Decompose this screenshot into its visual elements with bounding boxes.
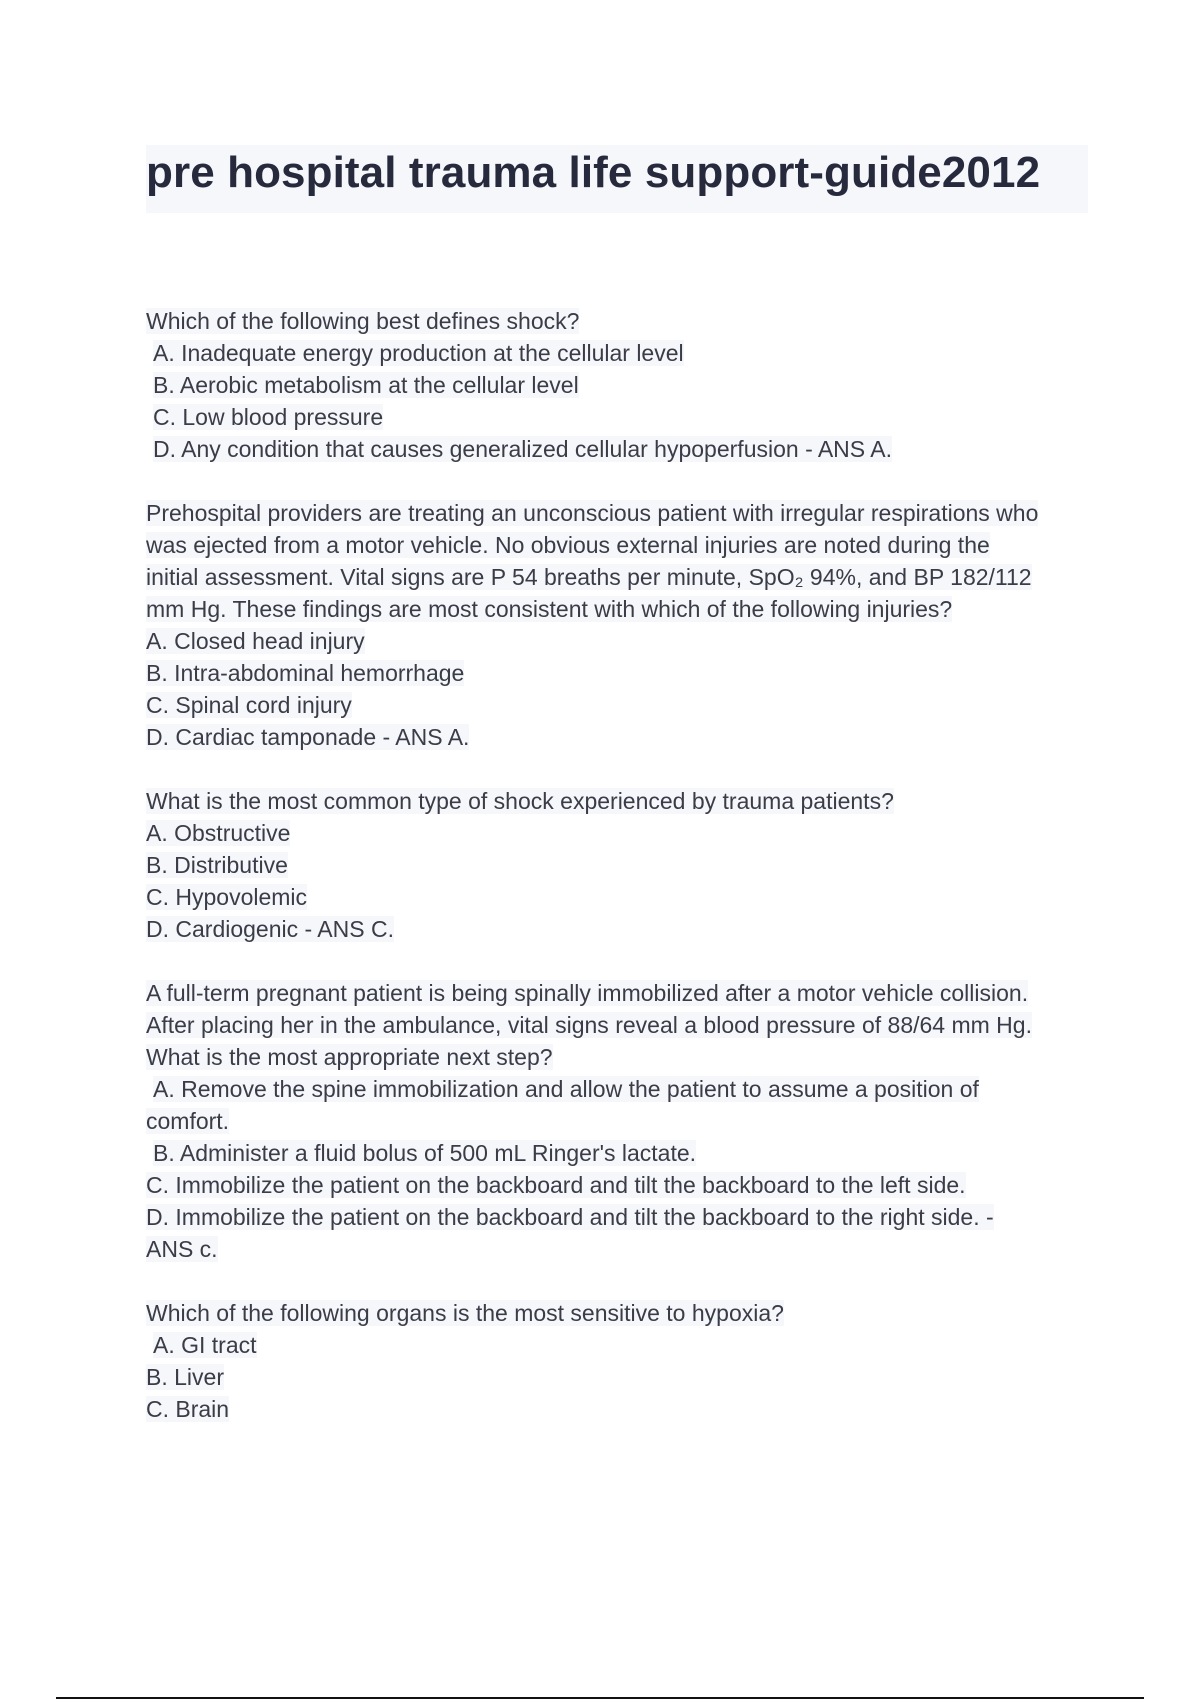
question-stem: Which of the following best defines shock?: [146, 308, 580, 334]
answer-option-a: A. Obstructive: [146, 820, 291, 846]
question-stem: Prehospital providers are treating an unconscious patient with irregular respirations who: [146, 500, 1039, 526]
question-stem: mm Hg. These findings are most consistent with which of the following injuries?: [146, 596, 953, 622]
answer-option-d: D. Cardiogenic - ANS C.: [146, 916, 394, 942]
question-5: [146, 1297, 1106, 1425]
answer-option-a: A. Closed head injury: [146, 628, 365, 654]
answer-option-b: B. Administer a fluid bolus of 500 mL Ringer's lactate.: [153, 1140, 697, 1166]
answer-key: ANS c.: [146, 1236, 218, 1262]
answer-option-d: D. Cardiac tamponade - ANS A.: [146, 724, 470, 750]
answer-option-b: B. Aerobic metabolism at the cellular level: [153, 372, 579, 398]
question-stem: A full-term pregnant patient is being spinally immobilized after a motor vehicle collision.: [146, 980, 1029, 1006]
question-stem: was ejected from a motor vehicle. No obvious external injuries are noted during the: [146, 532, 990, 558]
answer-option-c: C. Immobilize the patient on the backboard and tilt the backboard to the left side.: [146, 1172, 966, 1198]
answer-option-a-continued: comfort.: [146, 1108, 230, 1134]
answer-option-c: C. Spinal cord injury: [146, 692, 352, 718]
answer-option-b: B. Distributive: [146, 852, 288, 878]
question-3: [146, 785, 1106, 945]
answer-option-a: A. Remove the spine immobilization and allow the patient to assume a position of: [153, 1076, 979, 1102]
answer-option-b: B. Liver: [146, 1364, 224, 1390]
question-stem: What is the most appropriate next step?: [146, 1044, 553, 1070]
answer-option-c: C. Low blood pressure: [153, 404, 384, 430]
question-4: [146, 977, 1106, 1265]
document-title: pre hospital trauma life support-guide2012: [146, 148, 1041, 197]
question-1: [146, 305, 1106, 465]
answer-option-d: D. Any condition that causes generalized cellular hypoperfusion - ANS A.: [153, 436, 892, 462]
answer-option-d: D. Immobilize the patient on the backboard and tilt the backboard to the right side. -: [146, 1204, 994, 1230]
answer-option-a: A. Inadequate energy production at the cellular level: [153, 340, 684, 366]
answer-option-c: C. Brain: [146, 1396, 230, 1422]
question-stem: initial assessment. Vital signs are P 54 breaths per minute, SpO₂ 94%, and BP 182/112: [146, 564, 1032, 590]
question-stem: After placing her in the ambulance, vital signs reveal a blood pressure of 88/64 mm Hg.: [146, 1012, 1032, 1038]
answer-option-c: C. Hypovolemic: [146, 884, 308, 910]
question-stem: Which of the following organs is the most sensitive to hypoxia?: [146, 1300, 784, 1326]
answer-option-b: B. Intra-abdominal hemorrhage: [146, 660, 465, 686]
document-body: [146, 305, 1106, 1457]
question-2: [146, 497, 1106, 753]
footer-divider: [56, 1697, 1144, 1699]
answer-option-a: A. GI tract: [153, 1332, 257, 1358]
question-stem: What is the most common type of shock experienced by trauma patients?: [146, 788, 894, 814]
